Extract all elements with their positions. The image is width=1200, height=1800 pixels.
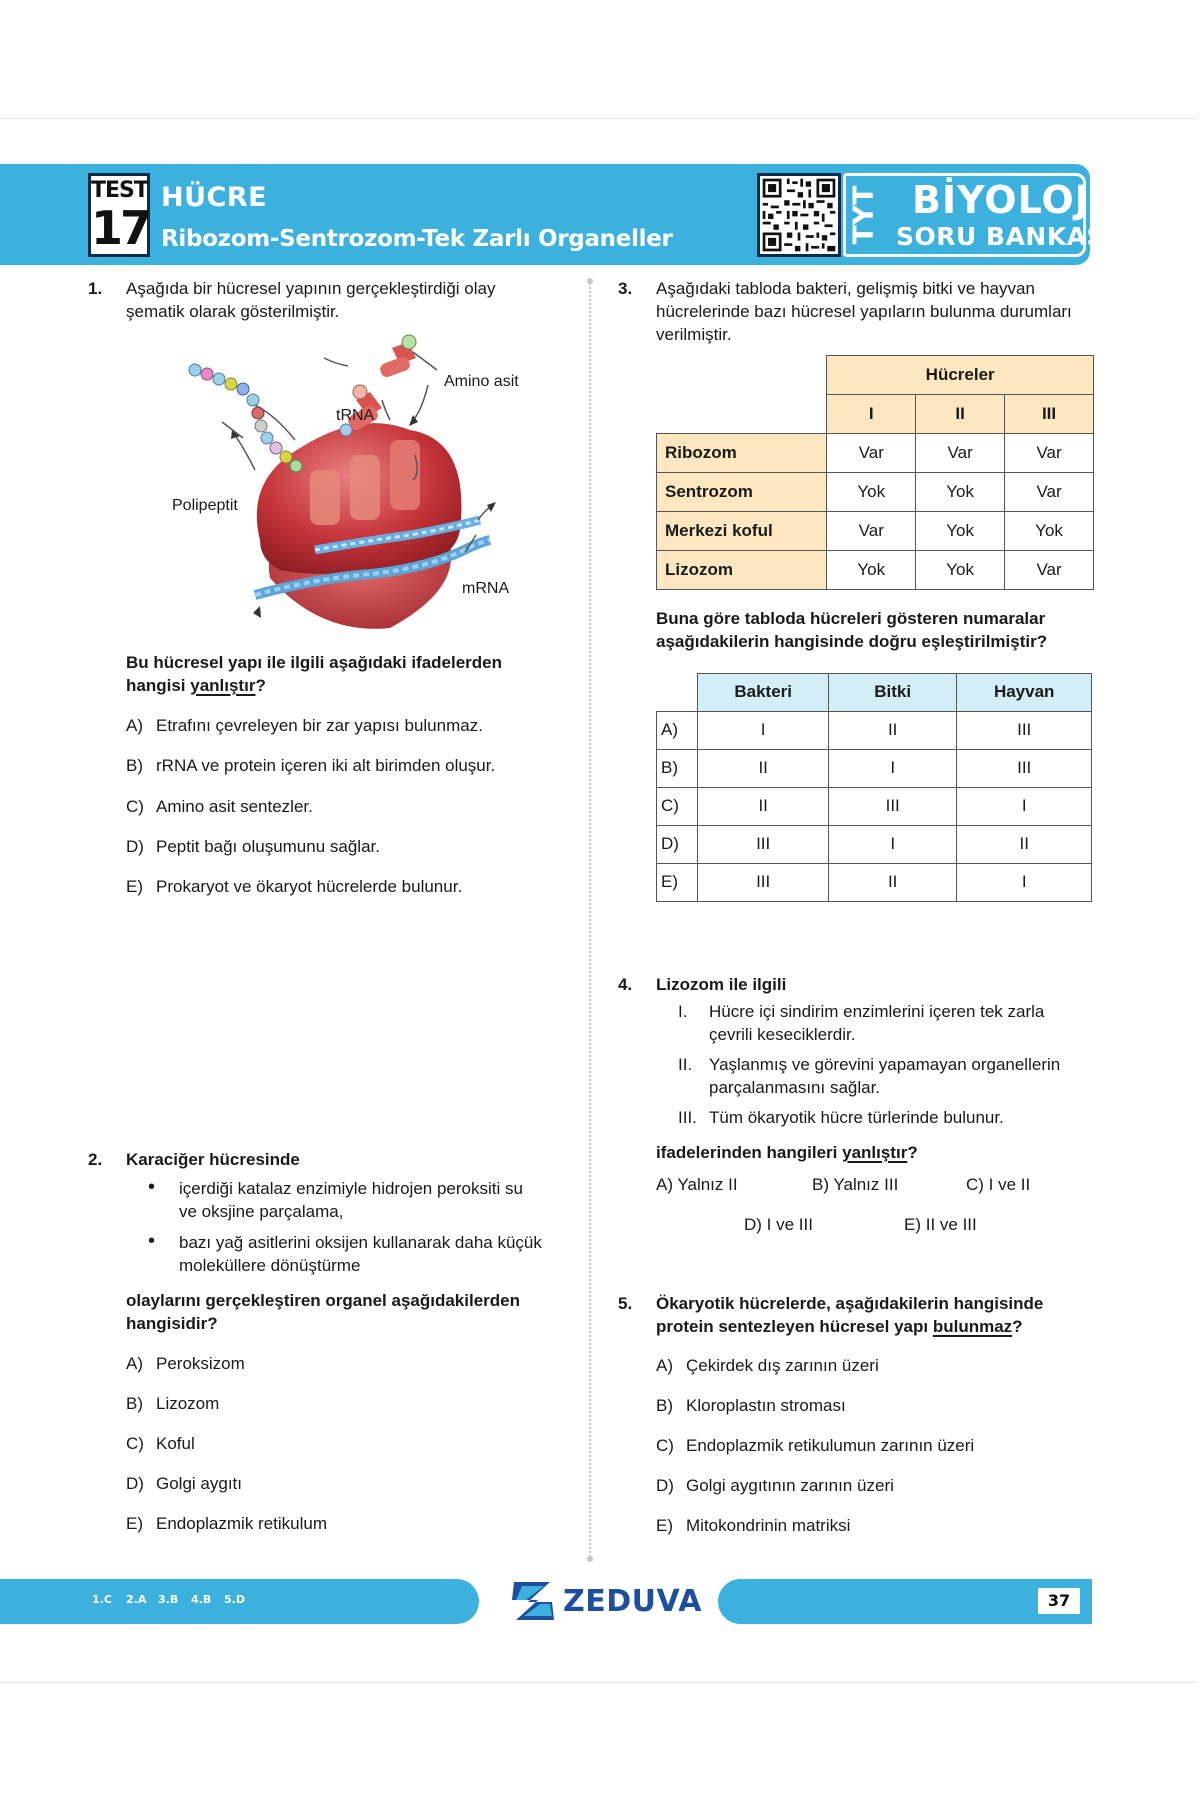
table-cell: Var [827,512,916,551]
table-cell: Yok [916,551,1005,590]
table-cell: III [957,749,1092,787]
unit-title: HÜCRE [161,182,268,213]
table-cell: Yok [827,551,916,590]
table-row [657,473,1094,512]
answer-options-table [656,673,1092,902]
table-row [657,434,1094,473]
q3-number: 3. [618,279,633,298]
table-cell: II [698,787,829,825]
q5-number: 5. [618,1294,633,1313]
q2-bullet2-line1: bazı yağ asitlerini oksijen kullanarak daha küçük [179,1233,542,1252]
q5-option-c[interactable] [656,1435,974,1457]
option-letter: A) [126,1354,143,1373]
q3-option-a[interactable] [657,711,1092,749]
option-letter: E) [657,863,698,901]
q3-option-e[interactable] [657,863,1092,901]
option-letter: C) [657,787,698,825]
option-text: Endoplazmik retikulum [156,1514,328,1533]
option-letter: B) [126,756,143,775]
q2-question-line1: olaylarını gerçekleştiren organel aşağıdakilerden [126,1291,521,1310]
q1-question-mark: ? [255,676,266,695]
option-letter: D) [126,837,144,856]
q3-stem-line1: Aşağıdaki tabloda bakteri, gelişmiş bitki ve hayvan [656,279,1035,298]
q4-statement-num: II. [678,1055,693,1074]
option-text: Lizozom [156,1394,220,1413]
table-cell: Var [1005,551,1094,590]
q2-question-line2: hangisidir? [126,1314,218,1333]
answer-key-item: 4.B [191,1593,212,1606]
option-text: Çekirdek dış zarının üzeri [686,1356,879,1375]
page-number: 37 [1038,1588,1080,1614]
table-cell: II [698,749,829,787]
q2-option-d[interactable] [126,1473,242,1495]
q4-option-c[interactable]: C) I ve II [966,1175,1031,1194]
table-col-header: II [916,395,1005,434]
bullet-icon: • [148,1176,156,1198]
q1-number: 1. [88,279,103,298]
q4-option-b[interactable]: B) Yalnız III [812,1175,899,1194]
q2-option-e[interactable] [126,1513,327,1535]
row-header: Ribozom [657,434,827,473]
q3-option-c[interactable] [657,787,1092,825]
table-cell: II [828,863,956,901]
table-cell: I [698,711,829,749]
q1-option-e[interactable] [126,876,462,898]
table-col-header: Bitki [828,674,956,712]
table-cell: Yok [1005,512,1094,551]
q2-number: 2. [88,1150,103,1169]
option-letter: A) [657,711,698,749]
q5-question-text: protein sentezleyen hücresel yapı [656,1317,933,1336]
answer-key-item: 1.C [92,1593,112,1606]
table-corner [657,674,698,712]
table-cell: III [957,711,1092,749]
table-col-header: I [827,395,916,434]
table-cell: II [957,825,1092,863]
q3-question-line2: aşağıdakilerin hangisinde doğru eşleştirilmiştir? [656,632,1048,651]
label-polypeptide: Polipeptit [172,497,238,514]
q4-statement-num: III. [678,1108,697,1127]
option-letter: B) [656,1396,673,1415]
test-number-box [88,173,150,257]
q4-question-text: ifadelerinden hangileri [656,1143,843,1162]
q4-number: 4. [618,975,633,994]
q4-option-d[interactable]: D) I ve III [744,1215,813,1234]
option-letter: E) [126,1514,143,1533]
q1-option-c[interactable] [126,796,313,818]
table-col-header: Hayvan [957,674,1092,712]
q1-question-emphasis: yanlıştır [190,676,256,695]
exam-type-label [844,176,882,254]
option-text: Etrafını çevreleyen bir zar yapısı bulunmaz. [156,716,483,735]
option-letter: B) [126,1394,143,1413]
row-header: Merkezi koful [657,512,827,551]
q3-stem-line3: verilmiştir. [656,325,732,344]
option-text: rRNA ve protein içeren iki alt birimden oluşur. [156,756,496,775]
table-col-header: III [1005,395,1094,434]
q3-option-d[interactable] [657,825,1092,863]
option-text: Kloroplastın stroması [686,1396,846,1415]
brand-subtitle: SORU BANKASI [896,222,1115,251]
table-cell: Yok [827,473,916,512]
q1-option-a[interactable] [126,715,483,737]
option-text: Peroksizom [156,1354,245,1373]
q1-question-line1: Bu hücresel yapı ile ilgili aşağıdaki ifadelerden [126,653,503,672]
q2-option-b[interactable] [126,1393,219,1415]
q1-stem-line2: şematik olarak gösterilmiştir. [126,302,340,321]
table-cell: I [957,787,1092,825]
table-cell: I [957,863,1092,901]
test-number: 17 [91,201,150,255]
table-cell: III [698,825,829,863]
q5-question-emphasis: bulunmaz [932,1317,1013,1336]
qr-code-icon[interactable] [757,173,841,257]
option-letter: A) [126,716,143,735]
q4-question-mark: ? [907,1143,918,1162]
q5-question-line1: Ökaryotik hücrelerde, aşağıdakilerin hangisinde [656,1294,1044,1313]
table-cell: Var [916,434,1005,473]
option-text: Mitokondrinin matriksi [686,1516,851,1535]
q5-option-b[interactable] [656,1395,846,1417]
divider-dot [587,1556,593,1562]
publisher-logo [510,1580,558,1622]
q5-question-line2 [656,1315,1023,1338]
answer-key-item: 3.B [158,1593,179,1606]
cell-structures-table [656,355,1094,590]
publisher-name: ZEDUVA [563,1584,702,1619]
q3-stem-line2: hücrelerinde bazı hücresel yapıların bulunma durumları [656,302,1072,321]
table-cell: I [828,825,956,863]
q5-option-d[interactable] [656,1475,894,1497]
option-letter: B) [657,749,698,787]
unit-subtitle: Ribozom-Sentrozom-Tek Zarlı Organeller [161,226,673,252]
table-cell: Yok [916,512,1005,551]
brand-title: BİYOLOJİ [912,178,1106,222]
option-letter: C) [126,1434,144,1453]
table-col-header: Bakteri [698,674,829,712]
q1-option-d[interactable] [126,836,380,858]
table-group-header: Hücreler [827,356,1094,395]
divider-dot [587,278,593,284]
q2-option-c[interactable] [126,1433,195,1455]
label-amino-acid: Amino asit [444,373,519,390]
row-header: Lizozom [657,551,827,590]
q4-option-a[interactable]: A) Yalnız II [656,1175,738,1194]
option-text: Amino asit sentezler. [156,797,313,816]
option-letter: D) [657,825,698,863]
q4-statement3-line1: Tüm ökaryotik hücre türlerinde bulunur. [709,1108,1004,1127]
q2-bullet1-line1: içerdiği katalaz enzimiyle hidrojen peroksiti su [179,1179,523,1198]
option-letter: E) [126,877,143,896]
option-letter: C) [656,1436,674,1455]
publisher-logo-icon [510,1580,558,1622]
q2-bullet1-line2: ve oksjine parçalama, [179,1202,344,1221]
option-letter: A) [656,1356,673,1375]
q4-lead: Lizozom ile ilgili [656,975,787,994]
exam-type-text: TYT [846,185,880,245]
answer-key-item: 5.D [224,1593,245,1606]
table-corner [657,395,827,434]
bullet-icon: • [148,1230,156,1252]
q3-question-line1: Buna göre tabloda hücreleri gösteren numaralar [656,609,1046,628]
option-text: Peptit bağı oluşumunu sağlar. [156,837,380,856]
q2-option-a[interactable] [126,1353,245,1375]
q2-lead: Karaciğer hücresinde [126,1150,300,1169]
option-text: Golgi aygıtı [156,1474,242,1493]
row-header: Sentrozom [657,473,827,512]
table-cell: Var [827,434,916,473]
option-letter: D) [656,1476,674,1495]
q1-option-b[interactable] [126,755,495,777]
label-trna: tRNA [336,407,375,424]
q5-question-mark: ? [1012,1317,1023,1336]
table-cell: Var [1005,473,1094,512]
q5-option-e[interactable] [656,1515,850,1537]
q1-stem-line1: Aşağıda bir hücresel yapının gerçekleştirdiği olay [126,279,496,298]
option-text: Endoplazmik retikulumun zarının üzeri [686,1436,975,1455]
label-mrna: mRNA [462,580,510,597]
q4-statement2-line2: parçalanmasını sağlar. [709,1078,881,1097]
q4-question-emphasis: yanlıştır [842,1143,908,1162]
table-row [657,551,1094,590]
q3-option-b[interactable] [657,749,1092,787]
option-letter: E) [656,1516,673,1535]
test-label: TEST [91,178,148,203]
option-text: Prokaryot ve ökaryot hücrelerde bulunur. [156,877,463,896]
option-letter: D) [126,1474,144,1493]
q4-statement1-line1: Hücre içi sindirim enzimlerini içeren tek zarla [709,1002,1045,1021]
answer-key-item: 2.A [126,1593,147,1606]
option-text: Koful [156,1434,195,1453]
table-cell: II [828,711,956,749]
footer-right-band [718,1579,1092,1624]
q4-statement1-line2: çevrili keseciklerdir. [709,1025,856,1044]
q4-statement2-line1: Yaşlanmış ve görevini yapamayan organellerin [709,1055,1061,1074]
q4-option-e[interactable]: E) II ve III [904,1215,977,1234]
table-row [657,512,1094,551]
q5-option-a[interactable] [656,1355,879,1377]
q4-statement-num: I. [678,1002,688,1021]
option-text: Golgi aygıtının zarının üzeri [686,1476,894,1495]
option-letter: C) [126,797,144,816]
table-corner [657,356,827,395]
q4-question [656,1141,918,1164]
q1-question-text: hangisi [126,676,191,695]
table-cell: Var [1005,434,1094,473]
q2-bullet2-line2: moleküllere dönüştürme [179,1256,361,1275]
table-cell: Yok [916,473,1005,512]
table-cell: I [828,749,956,787]
table-cell: III [698,863,829,901]
column-divider [589,280,591,1560]
q1-question-line2 [126,674,266,697]
table-cell: III [828,787,956,825]
